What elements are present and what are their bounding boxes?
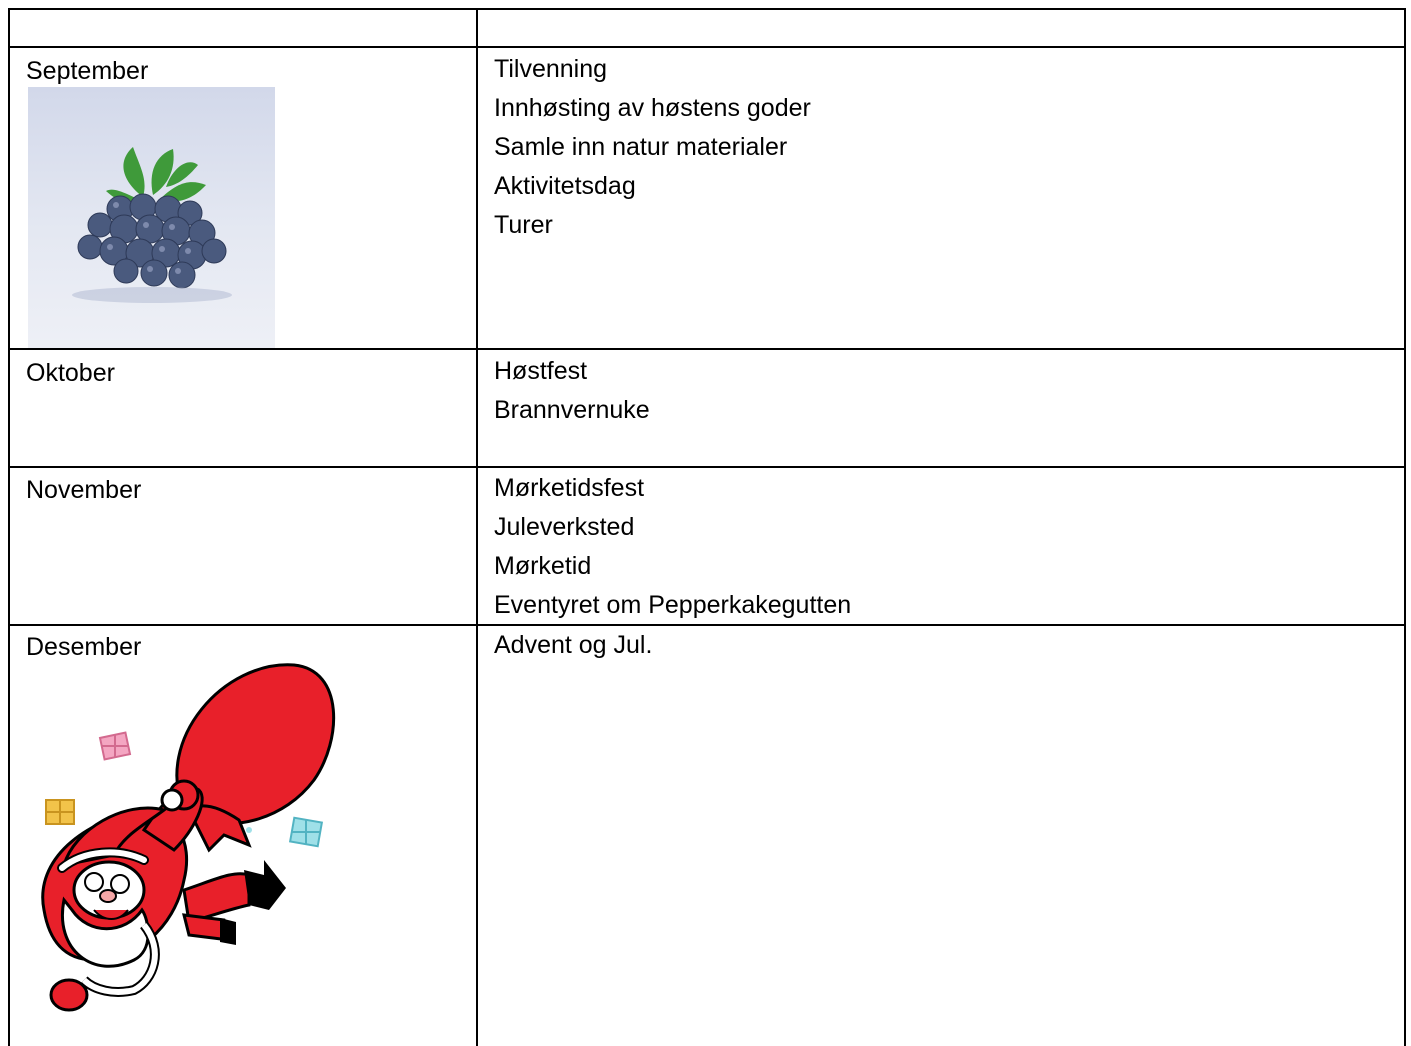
- list-item: Brannvernuke: [494, 396, 650, 424]
- activities-desember: [494, 626, 652, 665]
- activities-september: [494, 50, 811, 245]
- list-item: Mørketidsfest: [494, 474, 645, 502]
- list-item: Aktivitetsdag: [494, 172, 636, 200]
- month-september: September: [26, 57, 149, 85]
- table-column-divider: [476, 8, 478, 1046]
- blueberries-image: [28, 87, 275, 348]
- month-desember: Desember: [26, 633, 142, 661]
- list-item: Samle inn natur materialer: [494, 133, 788, 161]
- list-item: Innhøsting av høstens goder: [494, 94, 811, 122]
- table-border-top: [8, 8, 1406, 10]
- list-item: Eventyret om Pepperkakegutten: [494, 591, 852, 619]
- row-divider-2: [8, 348, 1406, 350]
- table-border-left: [8, 8, 10, 1046]
- list-item: Tilvenning: [494, 55, 608, 83]
- activities-oktober: [494, 352, 650, 430]
- list-item: Høstfest: [494, 357, 588, 385]
- list-item: Advent og Jul.: [494, 631, 653, 659]
- month-november: November: [26, 476, 142, 504]
- list-item: Juleverksted: [494, 513, 635, 541]
- list-item: Turer: [494, 211, 553, 239]
- table-border-right: [1404, 8, 1406, 1046]
- activities-november: [494, 469, 851, 625]
- santa-claus-image: [24, 660, 344, 1020]
- row-divider-1: [8, 46, 1406, 48]
- row-divider-3: [8, 466, 1406, 468]
- list-item: Mørketid: [494, 552, 592, 580]
- month-oktober: Oktober: [26, 359, 115, 387]
